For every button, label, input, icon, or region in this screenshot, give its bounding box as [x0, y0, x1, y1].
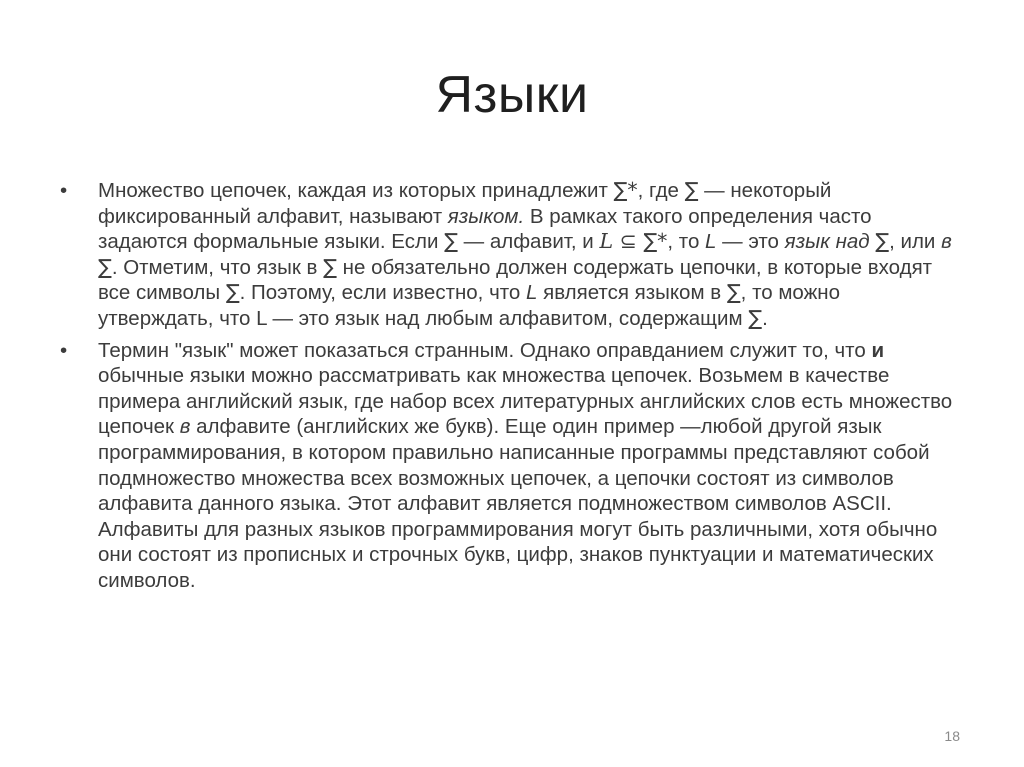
math-L: L [705, 230, 717, 254]
text-run: , или [889, 230, 942, 254]
text-run: . Поэтому, если известно, что [239, 281, 527, 305]
text-run: . Отметим, что язык в [111, 255, 324, 279]
text-run: — некоторый фиксированный алфавит, называют [98, 179, 832, 228]
bullet-text [98, 338, 958, 594]
text-run: является языком в [537, 281, 727, 305]
term-language: языком. [447, 204, 525, 228]
sigma-symbol: ∑ [748, 305, 763, 330]
bullet-item [58, 178, 958, 332]
subset-symbol: ⊆ [613, 229, 644, 254]
slide-title: Языки [435, 66, 589, 124]
page-number: 18 [944, 728, 960, 744]
sigma-symbol: ∑ [684, 178, 699, 202]
text-run: . [762, 306, 768, 330]
text-run: Множество цепочек, каждая из которых принадлежит [98, 179, 614, 202]
bullet-text [98, 178, 958, 332]
sigma-symbol: ∑ [225, 280, 240, 305]
slide-content [58, 178, 958, 600]
text-run: обычные языки можно рассматривать как множества цепочек. Возьмем в качестве примера английский язык, где набор всех литературных английских слов есть множество цепочек [98, 364, 953, 439]
text-run: , то [667, 230, 706, 254]
bullet-dot-icon: • [60, 338, 68, 362]
sigma-symbol: ∑ [98, 254, 112, 279]
sigma-symbol: ∑ [726, 280, 741, 305]
text-run: , где [637, 179, 685, 202]
sigma-symbol: ∑ [323, 254, 337, 279]
text-run: алфавите (английских же букв). Еще один пример —любой другой язык программирования, в котором правильно написанные программы представляют собой подмножество множества всех возможных цепочек, а цепочки состоят из символов алфавита данного языка. Этот алфавит является подмножеством символов ASCII. Алфавиты для разных языков программирования могут быть различными, хотя обычно они состоят из прописных и строчных букв, цифр, знаков пунктуации и математических символов. [98, 415, 938, 592]
text-run: не обязательно должен содержать цепочки, в которые входят все символы [98, 255, 933, 305]
sigma-symbol: ∑ [875, 229, 890, 254]
math-L: L [599, 229, 614, 254]
sigma-star-symbol: ∑* [613, 178, 638, 202]
term-in: в [941, 230, 952, 254]
sigma-star-symbol: ∑* [643, 229, 668, 254]
bullet-item [58, 338, 958, 594]
term-language-over: язык над [784, 230, 870, 254]
term-in: в [179, 415, 191, 439]
math-L: L [526, 281, 538, 305]
emphasis-and: и [871, 338, 885, 362]
text-run: — алфавит, и [457, 230, 600, 254]
bullet-dot-icon: • [60, 179, 68, 202]
text-run: В рамках такого определения часто задаются формальные языки. Если [98, 204, 872, 254]
sigma-symbol: ∑ [444, 229, 458, 254]
text-run: , то можно утверждать, что L — это язык над любым алфавитом, содержащим [98, 281, 841, 330]
text-run: — это [716, 230, 785, 254]
text-run: Термин "язык" может показаться странным. Однако оправданием служит то, что [98, 338, 872, 362]
